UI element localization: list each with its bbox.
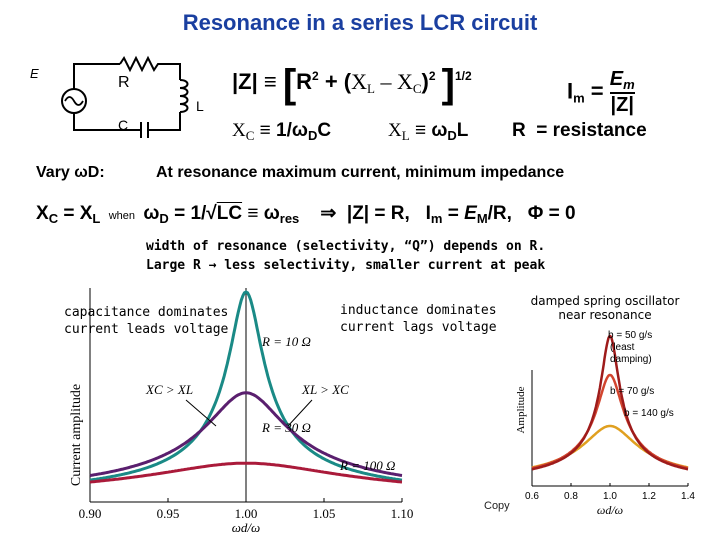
x-tick-label: 1.00 bbox=[234, 506, 258, 521]
spring-x-tick-label: 0.8 bbox=[564, 491, 578, 502]
resonance-condition: $X_C = X_L$ when $\omega_D = 1/√LC \equiv \omega_{res}$ ⇒ |Z| = R, $I_m = E_M/R$, Φ = 0 bbox=[36, 203, 576, 226]
at-resonance-text: At resonance maximum current, minimum impedance bbox=[156, 164, 565, 181]
x-tick-label: 1.10 bbox=[390, 506, 414, 521]
spring-y-axis-label: Amplitude bbox=[515, 386, 527, 434]
width-note-line1: width of resonance (selectivity, “Q”) depends on R. bbox=[146, 239, 546, 254]
impedance-formula: $|Z| \equiv [R^2 + (X_L - X_C)^2$ ]$^{1/2}$ bbox=[232, 62, 472, 106]
inductance-note bbox=[340, 302, 497, 336]
x-axis-label: ωd/ω bbox=[231, 520, 261, 535]
capacitor-label: C bbox=[118, 117, 129, 133]
inductance-note-line2: current lags voltage bbox=[340, 320, 497, 335]
spring-x-tick-label: 1.0 bbox=[603, 491, 617, 502]
emf-label: E bbox=[30, 66, 39, 81]
spring-series-label-3: b = 70 g/s bbox=[610, 386, 655, 397]
spring-title-line1: damped spring oscillator bbox=[530, 294, 680, 308]
x-tick-label: 1.05 bbox=[312, 506, 336, 521]
slide-title: Resonance in a series LCR circuit bbox=[182, 10, 538, 35]
spring-x-tick-label: 1.2 bbox=[642, 491, 656, 502]
capacitance-note-line2: current leads voltage bbox=[64, 322, 229, 337]
xc-formula: $X_C \equiv 1/\omega_DC$ bbox=[232, 120, 332, 143]
width-note-line2: Large R → less selectivity, smaller current at peak bbox=[146, 258, 546, 273]
spring-x-tick-label: 1.4 bbox=[681, 491, 695, 502]
x-tick-label: 0.90 bbox=[78, 506, 102, 521]
vary-label: Vary ωD: bbox=[36, 164, 105, 181]
resistor-label: R bbox=[118, 74, 130, 91]
spring-x-axis-label: ωd/ω bbox=[596, 503, 624, 517]
spring-series-label-0: b = 50 g/s bbox=[608, 330, 653, 341]
spring-amplitude-chart bbox=[512, 326, 695, 532]
xl-formula: $X_L \equiv \omega_DL$ bbox=[388, 120, 469, 143]
capacitance-note-line1: capacitance dominates bbox=[64, 305, 229, 320]
current-formula: $I_m$ = $\frac{E_m}{|Z|}$ bbox=[567, 68, 635, 116]
copy-label: Copy bbox=[484, 500, 510, 512]
spring-series-label-2: damping) bbox=[610, 354, 652, 365]
x-tick-label: 0.95 bbox=[156, 506, 180, 521]
spring-series-label-1: (least bbox=[610, 342, 635, 353]
series-label-1: R = 30 Ω bbox=[262, 420, 311, 435]
spring-series-label-4: b = 140 g/s bbox=[624, 408, 674, 419]
series-label-0: R = 10 Ω bbox=[262, 334, 311, 349]
spring-x-tick-label: 0.6 bbox=[525, 491, 539, 502]
region-label-right: XL > XC bbox=[302, 382, 349, 397]
resistance-definition: R = resistance bbox=[512, 120, 647, 141]
spring-title bbox=[510, 294, 700, 322]
y-axis-label: Current amplitude bbox=[69, 383, 84, 487]
inductance-note-line1: inductance dominates bbox=[340, 303, 497, 318]
inductor-label: L bbox=[196, 98, 204, 114]
spring-title-line2: near resonance bbox=[558, 308, 652, 322]
series-label-2: R = 100 Ω bbox=[340, 458, 396, 473]
region-label-left: XC > XL bbox=[146, 382, 194, 397]
capacitance-note bbox=[64, 304, 228, 338]
